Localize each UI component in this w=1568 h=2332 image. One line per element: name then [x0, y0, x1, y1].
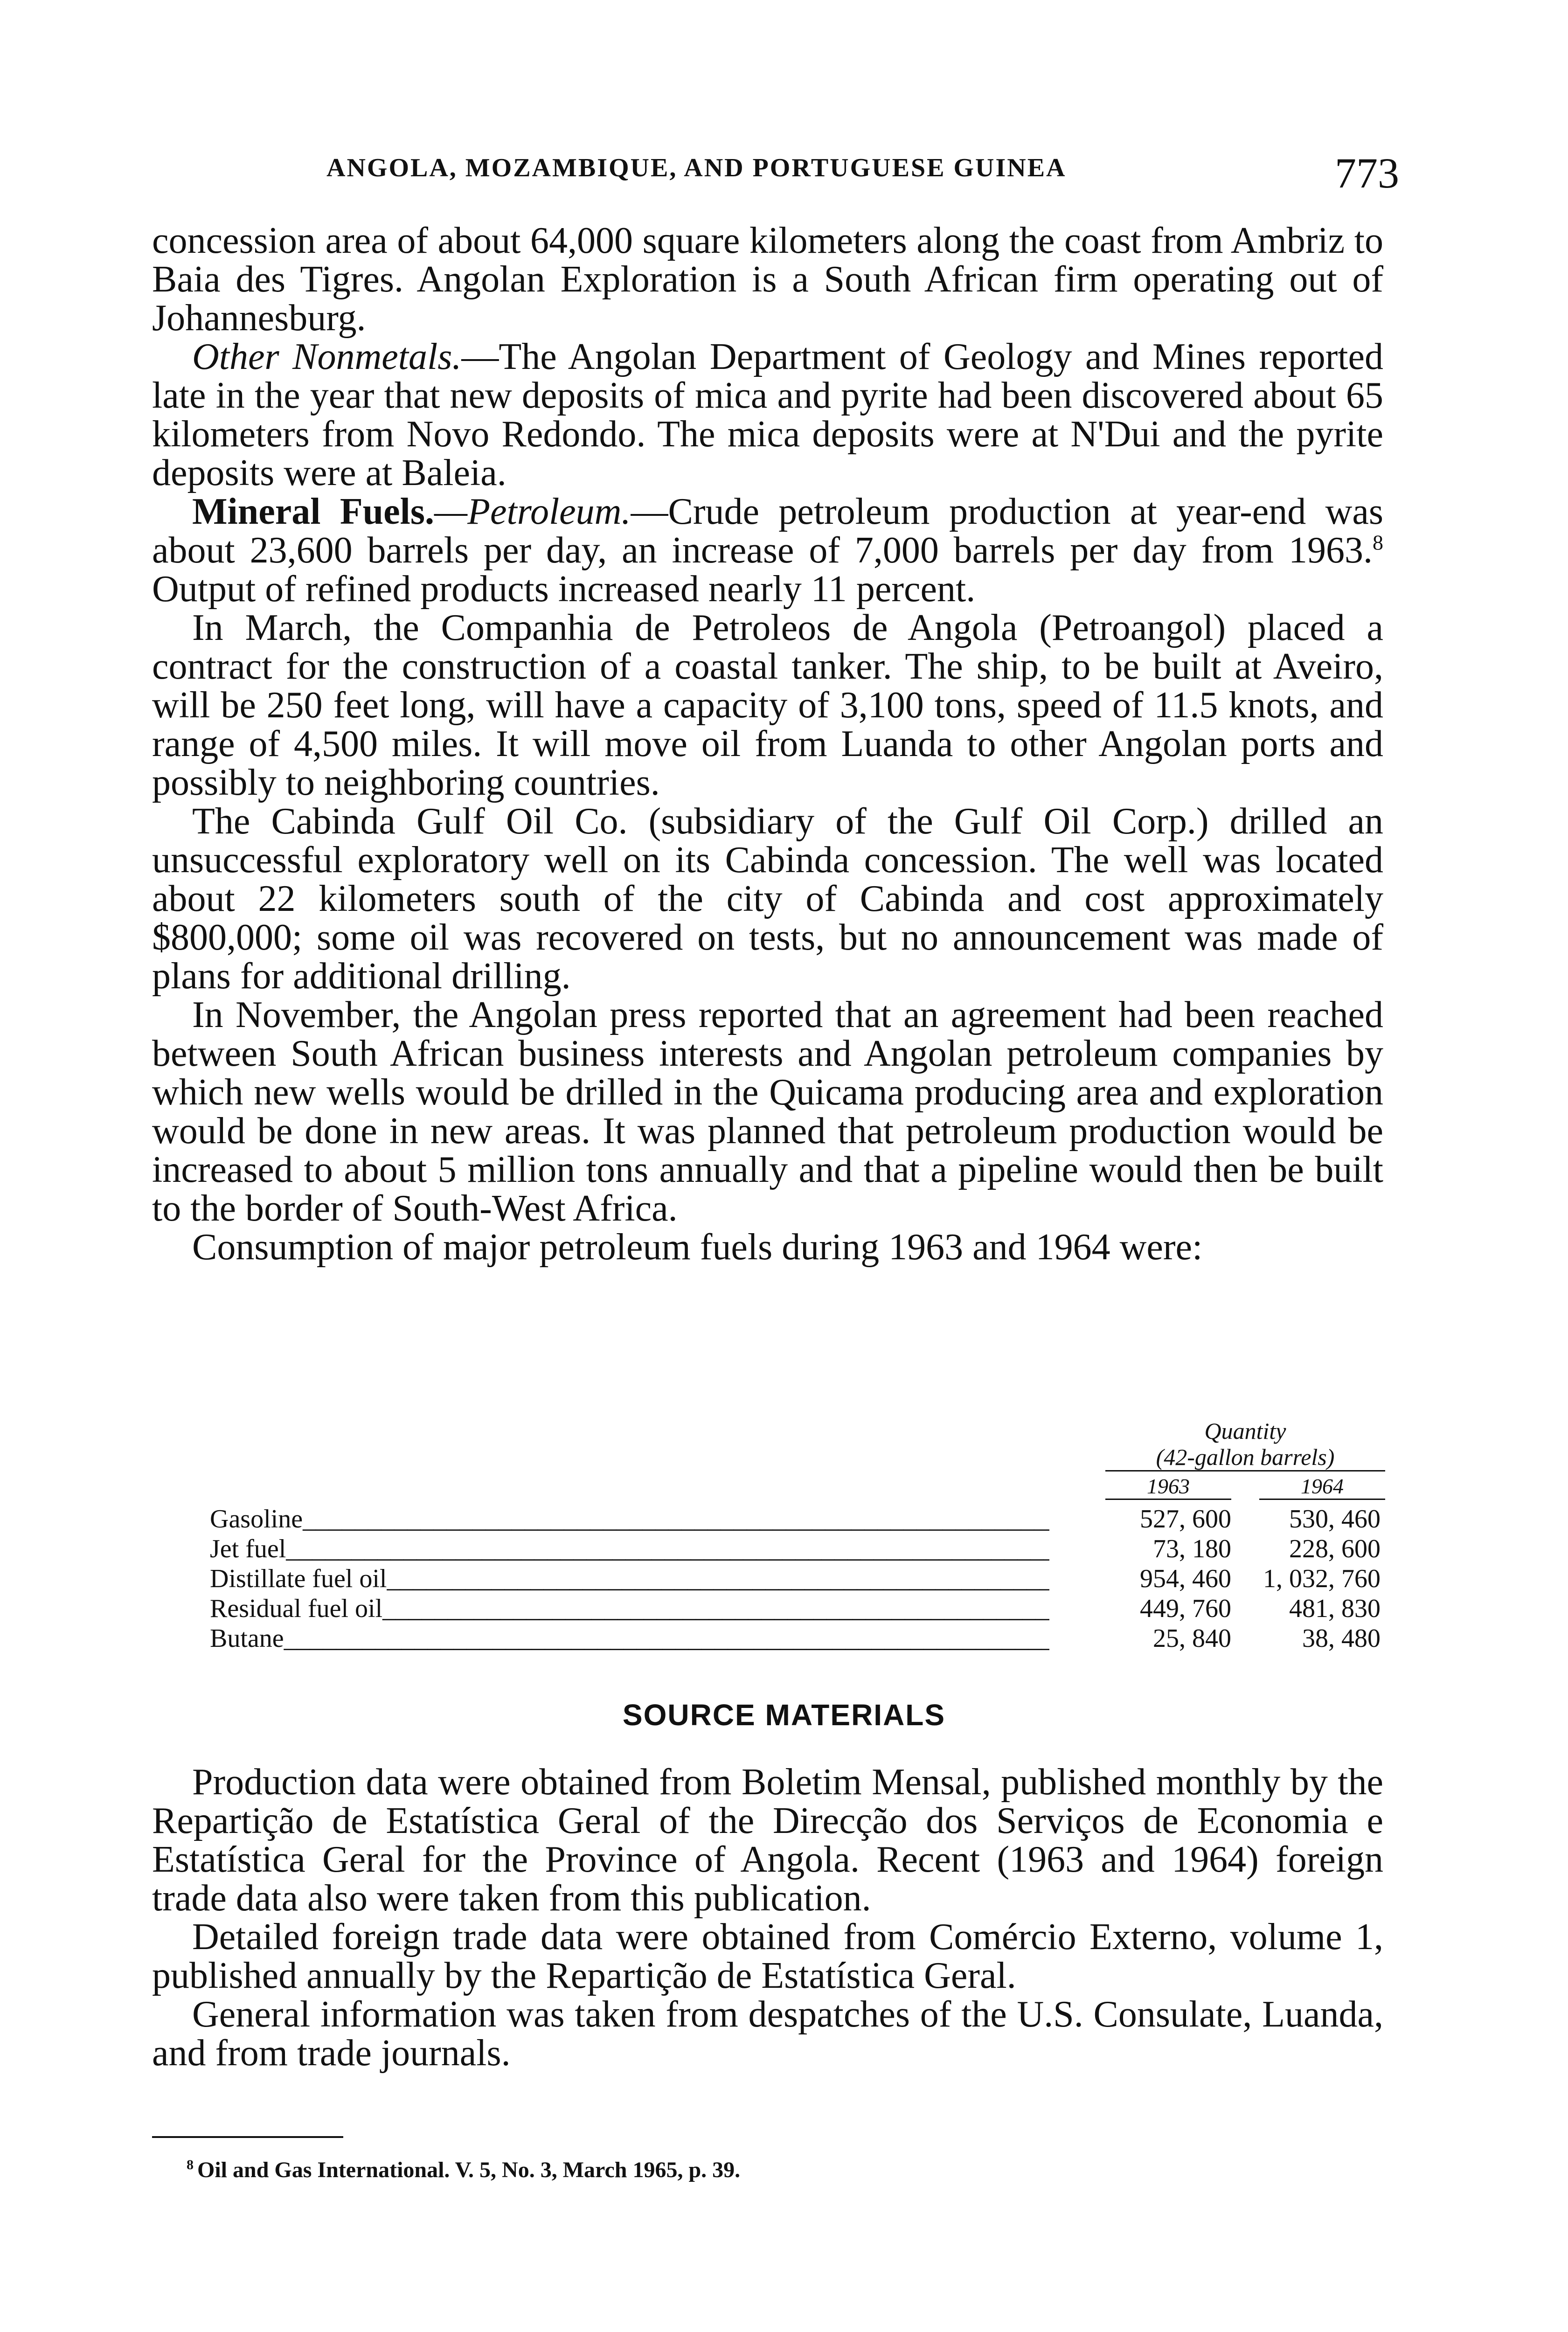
column-header-1964: 1964: [1259, 1474, 1385, 1500]
row-label: Butane _____: [210, 1624, 1049, 1653]
column-header-1963: 1963: [1105, 1474, 1231, 1500]
value-1964: 530, 460: [1289, 1505, 1381, 1534]
subhead-petroleum: —Petroleum.: [434, 491, 631, 532]
paragraph-cabinda: The Cabinda Gulf Oil Co. (subsidiary of the Gulf Oil Corp.) drilled an unsuccessful exploratory well on its Cabinda concession. The well was located about 22 kilometers south of the city of Cabinda and cost approximately $800,000; some oil was recovered on tests, but no announcement was made of plans for additional drilling.: [152, 801, 1383, 997]
paragraph-mineral-fuels: [152, 493, 1383, 609]
value-1963: 527, 600: [1140, 1505, 1231, 1534]
body-text: [152, 222, 1383, 1267]
value-1963: 25, 840: [1153, 1624, 1231, 1653]
section-heading-source-materials: SOURCE MATERIALS: [622, 1698, 946, 1732]
value-1964: 481, 830: [1289, 1594, 1381, 1623]
row-label: Jet fuel _____: [210, 1534, 1049, 1564]
footnote-reference[interactable]: 8: [1373, 530, 1383, 555]
footnote-divider: [152, 2136, 343, 2138]
value-1964: 38, 480: [1302, 1624, 1381, 1653]
source-paragraph-general: General information was taken from despatches of the U.S. Consulate, Luanda, and from trade journals.: [152, 1994, 1383, 2074]
footnote: [187, 2157, 740, 2183]
paragraph-concession: concession area of about 64,000 square kilometers along the coast from Ambriz to Baia des Tigres. Angolan Exploration is a South African firm operating out of Johannesburg.: [152, 220, 1383, 339]
row-label: Residual fuel oil _____: [210, 1594, 1049, 1624]
row-label: Distillate fuel oil _____: [210, 1564, 1049, 1594]
paragraph-other-nonmetals-text: —The Angolan Department of Geology and Mines reported late in the year that new deposits of mica and pyrite had been discovered about 65 kilometers from Novo Redondo. The mica deposits were at N'Dui and the pyrite deposits were at Baleia.: [152, 336, 1384, 493]
value-1964: 228, 600: [1289, 1534, 1381, 1563]
table-row: [210, 1594, 1385, 1624]
page-header: [326, 148, 1399, 200]
paragraph-mineral-fuels-text-b: Output of refined products increased nearly 11 percent.: [152, 569, 976, 610]
table-row: [210, 1624, 1385, 1653]
table-row: [210, 1564, 1385, 1594]
value-1963: 73, 180: [1153, 1534, 1231, 1563]
running-head: ANGOLA, MOZAMBIQUE, AND PORTUGUESE GUINEA: [326, 153, 1067, 182]
footnote-text: Oil and Gas International. V. 5, No. 3, March 1965, p. 39.: [197, 2158, 741, 2182]
table-body: [210, 1504, 1385, 1653]
subhead-other-nonmetals: Other Nonmetals.: [192, 336, 462, 377]
quantity-header: [1105, 1418, 1385, 1471]
paragraph-consumption: Consumption of major petroleum fuels during 1963 and 1964 were:: [192, 1227, 1203, 1268]
subhead-mineral-fuels: Mineral Fuels.: [192, 491, 435, 532]
row-label: Gasoline _____: [210, 1504, 1049, 1534]
value-1963: 449, 760: [1140, 1594, 1231, 1623]
unit-label: (42-gallon barrels): [1105, 1444, 1385, 1471]
paragraph-november: In November, the Angolan press reported that an agreement had been reached between South African business interests and Angolan petroleum companies by which new wells would be drilled in the Quicama producing area and exploration would be done in new areas. It was planned that petroleum production would be increased to about 5 million tons annually and that a pipeline would then be built to the border of South-West Africa.: [152, 994, 1383, 1229]
value-1964: 1, 032, 760: [1263, 1564, 1381, 1593]
source-paragraph-foreign-trade: Detailed foreign trade data were obtained from Comércio Externo, volume 1, published annually by the Repartição de Estatística Geral.: [152, 1916, 1383, 1996]
source-materials-text: [152, 1763, 1383, 2073]
source-paragraph-production: Production data were obtained from Boletim Mensal, published monthly by the Repartição de Estatística Geral of the Direcção dos Serviços de Economia e Estatística Geral for the Province of Angola. Recent (1963 and 1964) foreign trade data also were taken from this publication.: [152, 1762, 1383, 1919]
table-row: [210, 1504, 1385, 1534]
paragraph-mineral-fuels-text-a: —Crude petroleum production at year-end was about 23,600 barrels per day, an increase of 7,000 barrels per day from 1963.: [152, 491, 1383, 571]
table-row: [210, 1534, 1385, 1564]
paragraph-petroangol: In March, the Companhia de Petroleos de Angola (Petroangol) placed a contract for the construction of a coastal tanker. The ship, to be built at Aveiro, will be 250 feet long, will have a capacity of 3,100 tons, speed of 11.5 knots, and range of 4,500 miles. It will move oil from Luanda to other Angolan ports and possibly to neighboring countries.: [152, 607, 1383, 803]
footnote-mark: 8: [187, 2157, 194, 2172]
paragraph-other-nonmetals: [152, 338, 1383, 493]
value-1963: 954, 460: [1140, 1564, 1231, 1593]
quantity-label: Quantity: [1204, 1418, 1286, 1444]
page-number: 773: [1335, 149, 1399, 197]
